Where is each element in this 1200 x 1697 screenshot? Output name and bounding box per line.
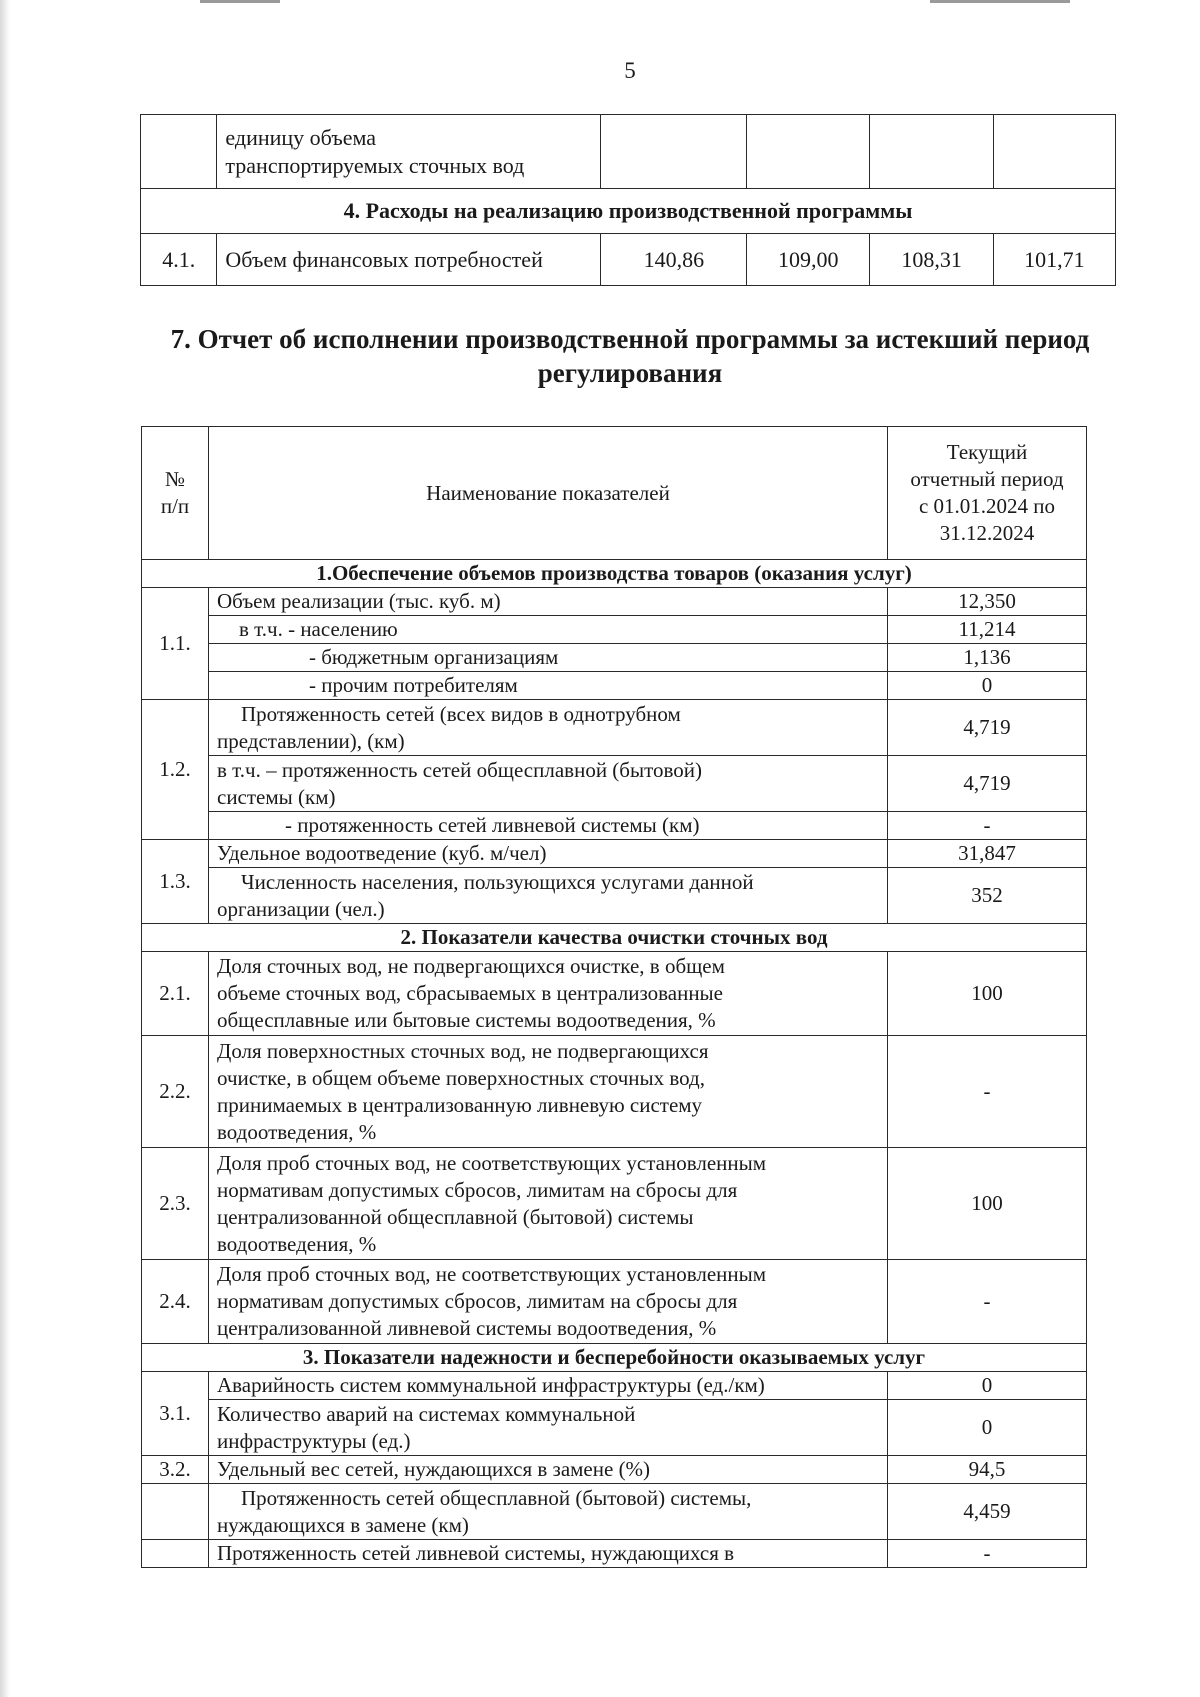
row-number: 3.2.: [142, 1456, 209, 1484]
table-row: [142, 616, 1087, 644]
row-number: 2.2.: [142, 1036, 209, 1148]
header-text: 31.12.2024: [939, 521, 1035, 545]
cell-text: общесплавные или бытовые системы водоотведения, %: [217, 1008, 716, 1032]
row-value: 31,847: [888, 840, 1087, 868]
table-row: [142, 1456, 1087, 1484]
cell-text: единицу объема: [225, 124, 376, 150]
cell-text: водоотведения, %: [217, 1119, 377, 1144]
row-name: [209, 868, 888, 924]
row-value: 94,5: [888, 1456, 1087, 1484]
cell-text: организации (чел.): [217, 896, 385, 921]
row-number: 3.1.: [142, 1372, 209, 1456]
cell-text: Количество аварий на системах коммунальной: [217, 1401, 636, 1426]
cell-text: транспортируемых сточных вод: [225, 152, 525, 178]
row-value: 352: [888, 868, 1087, 924]
row-name: - протяженность сетей ливневой системы (км): [209, 812, 888, 840]
row-number: 2.4.: [142, 1260, 209, 1344]
row-name: [209, 1148, 888, 1260]
row-value: 0: [888, 1400, 1087, 1456]
table-row: [142, 672, 1087, 700]
report-table: [141, 426, 1087, 1568]
header-row: [142, 427, 1087, 560]
table-row: [142, 1400, 1087, 1456]
cell-text: Доля проб сточных вод, не соответствующих установленным: [217, 1262, 767, 1286]
section-title: [130, 322, 1130, 390]
row-number-empty: [142, 1540, 209, 1568]
header-period: [888, 427, 1087, 560]
row-number: 4.1.: [141, 234, 217, 286]
row-name: Удельный вес сетей, нуждающихся в замене (%): [209, 1456, 888, 1484]
row-name: Аварийность систем коммунальной инфраструктуры (ед./км): [209, 1372, 888, 1400]
row-name: [209, 1036, 888, 1148]
cell-text: Протяженность сетей (всех видов в однотрубном: [241, 701, 681, 726]
header-num: [142, 427, 209, 560]
cell-text: Численность населения, пользующихся услугами данной: [241, 869, 754, 894]
page-number: 5: [624, 58, 636, 83]
cell-text: Протяженность сетей общесплавной (бытовой) системы,: [241, 1485, 752, 1510]
row-name: Объем реализации (тыс. куб. м): [209, 588, 888, 616]
row-value: 4,719: [888, 756, 1087, 812]
header-text: №: [164, 467, 186, 491]
row-number: 1.3.: [142, 840, 209, 924]
value-cell: [993, 115, 1115, 189]
cell-text: принимаемых в централизованную ливневую систему: [217, 1092, 703, 1117]
row-value: -: [888, 1540, 1087, 1568]
table-row: [142, 1540, 1087, 1568]
value-cell: [747, 115, 870, 189]
row-value: 0: [888, 672, 1087, 700]
header-text: п/п: [160, 494, 190, 518]
value-cell: 108,31: [870, 234, 993, 286]
section-row: [142, 560, 1087, 588]
cell-text: представлении), (км): [217, 728, 405, 753]
table-row: [142, 952, 1087, 1036]
row-name: Удельное водоотведение (куб. м/чел): [209, 840, 888, 868]
row-name: Протяженность сетей ливневой системы, нуждающихся в: [209, 1540, 888, 1568]
value-cell: [870, 115, 993, 189]
row-value: 100: [888, 1148, 1087, 1260]
row-name: в т.ч. - населению: [209, 616, 888, 644]
cell-text: Доля проб сточных вод, не соответствующих установленным: [217, 1150, 767, 1175]
row-value: 4,719: [888, 700, 1087, 756]
header-text: Текущий: [946, 440, 1028, 464]
row-name: [209, 1260, 888, 1344]
row-name-cell: [217, 115, 601, 189]
row-name: Объем финансовых потребностей: [217, 234, 601, 286]
scan-artifact: [200, 0, 280, 3]
cell-text: централизованной ливневой системы водоотведения, %: [217, 1316, 717, 1340]
row-name: - бюджетным организациям: [209, 644, 888, 672]
value-cell: [601, 115, 747, 189]
table-row: [141, 234, 1116, 286]
section-row: [142, 1344, 1087, 1372]
header-name: Наименование показателей: [209, 427, 888, 560]
section-row: [141, 189, 1116, 234]
budget-table: [140, 114, 1116, 286]
cell-text: объеме сточных вод, сбрасываемых в централизованные: [217, 981, 723, 1005]
row-value: 1,136: [888, 644, 1087, 672]
row-name: [209, 756, 888, 812]
value-cell: 140,86: [601, 234, 747, 286]
cell-text: нормативам допустимых сбросов, лимитам на сбросы для: [217, 1289, 738, 1313]
table-row: [142, 588, 1087, 616]
header-text: с 01.01.2024 по: [918, 494, 1056, 518]
row-name: [209, 1400, 888, 1456]
title-line: регулирования: [537, 358, 723, 388]
row-number-empty: [142, 1484, 209, 1540]
scan-artifact: [930, 0, 1070, 3]
section-heading: 1.Обеспечение объемов производства товаров (оказания услуг): [142, 560, 1087, 588]
row-value: 12,350: [888, 588, 1087, 616]
row-value: 100: [888, 952, 1087, 1036]
row-name: [209, 952, 888, 1036]
value-cell: 109,00: [747, 234, 870, 286]
table-row: [142, 1036, 1087, 1148]
cell-text: системы (км): [217, 784, 336, 809]
table-row: [142, 1372, 1087, 1400]
table-row: [142, 1484, 1087, 1540]
cell-text: нормативам допустимых сбросов, лимитам на сбросы для: [217, 1177, 738, 1202]
table-row: [142, 756, 1087, 812]
cell-text: в т.ч. – протяженность сетей общесплавной (бытовой): [217, 757, 702, 782]
table-row: [142, 644, 1087, 672]
scan-edge: [0, 0, 10, 1697]
table-row: [142, 812, 1087, 840]
row-value: 4,459: [888, 1484, 1087, 1540]
section-heading: 2. Показатели качества очистки сточных вод: [142, 924, 1087, 952]
row-value: -: [888, 812, 1087, 840]
row-name: [209, 700, 888, 756]
row-number-cell: [141, 115, 217, 189]
table-row: [142, 840, 1087, 868]
row-number: 2.1.: [142, 952, 209, 1036]
row-number: 2.3.: [142, 1148, 209, 1260]
row-value: 11,214: [888, 616, 1087, 644]
row-number: 1.2.: [142, 700, 209, 840]
cell-text: Доля сточных вод, не подвергающихся очистке, в общем: [217, 954, 725, 978]
table-row: [142, 700, 1087, 756]
cell-text: водоотведения, %: [217, 1231, 377, 1256]
cell-text: централизованной общесплавной (бытовой) системы: [217, 1204, 694, 1229]
row-value: -: [888, 1260, 1087, 1344]
section-heading: 3. Показатели надежности и бесперебойности оказываемых услуг: [142, 1344, 1087, 1372]
header-text: отчетный период: [910, 467, 1064, 491]
row-number: 1.1.: [142, 588, 209, 700]
table-row: [141, 115, 1116, 189]
table-row: [142, 1148, 1087, 1260]
row-name: [209, 1484, 888, 1540]
table-row: [142, 1260, 1087, 1344]
section-row: [142, 924, 1087, 952]
section-heading: 4. Расходы на реализацию производственной программы: [141, 189, 1116, 234]
row-value: 0: [888, 1372, 1087, 1400]
cell-text: очистке, в общем объеме поверхностных сточных вод,: [217, 1065, 705, 1090]
title-line: 7. Отчет об исполнении производственной программы за истекший период: [170, 324, 1090, 354]
cell-text: нуждающихся в замене (км): [217, 1512, 469, 1537]
cell-text: инфраструктуры (ед.): [217, 1428, 411, 1453]
table-row: [142, 868, 1087, 924]
row-name: - прочим потребителям: [209, 672, 888, 700]
cell-text: Доля поверхностных сточных вод, не подвергающихся: [217, 1038, 709, 1063]
row-value: -: [888, 1036, 1087, 1148]
value-cell: 101,71: [993, 234, 1115, 286]
